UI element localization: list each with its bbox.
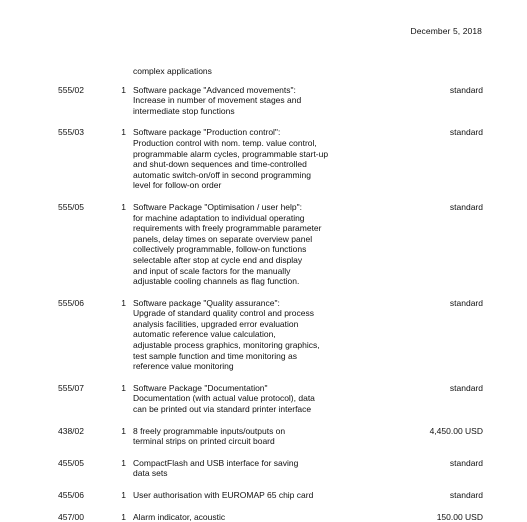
line-item-row <box>0 85 527 117</box>
item-description <box>133 127 378 191</box>
item-code: 555/05 <box>58 201 84 212</box>
line-item-row <box>0 298 527 372</box>
item-description <box>133 202 378 287</box>
item-quantity: 1 <box>121 84 126 95</box>
item-description-line: can be printed out via standard printer interface <box>133 404 312 415</box>
item-code: 457/00 <box>58 511 84 522</box>
item-description-line: panels, delay times on separate overview panel <box>133 233 313 244</box>
item-description-line: selectable after stop at cycle end and display <box>133 254 303 265</box>
item-description-line: CompactFlash and USB interface for saving <box>133 457 299 468</box>
item-price: standard <box>449 490 483 500</box>
item-price: 150.00 USD <box>436 511 483 522</box>
item-description-line: Software package "Quality assurance": <box>133 297 280 308</box>
item-price: standard <box>449 457 483 468</box>
item-description-line: Software Package "Optimisation / user help": <box>133 201 303 212</box>
item-description-line: automatic switch-on/off in second programming <box>133 169 311 180</box>
item-description-line: data sets <box>133 468 168 479</box>
item-quantity <box>116 66 126 77</box>
line-item-row <box>0 383 527 415</box>
item-description-line: 8 freely programmable inputs/outputs on <box>133 425 286 436</box>
item-price: standard <box>449 382 483 393</box>
item-description-line: Production control with nom. temp. value control, <box>133 137 317 148</box>
item-description-line: Alarm indicator, acoustic <box>133 511 226 522</box>
item-description-line: intermediate stop functions <box>133 105 235 116</box>
item-quantity: 1 <box>121 127 126 138</box>
item-quantity: 1 <box>121 382 126 393</box>
item-quantity: 1 <box>121 490 126 500</box>
item-description-line: test sample function and time monitoring as <box>133 350 297 361</box>
item-description-line: and input of scale factors for the manually <box>133 265 291 276</box>
item-price: standard <box>449 201 483 212</box>
item-description <box>133 490 378 501</box>
line-item-row <box>0 490 527 501</box>
item-price: standard <box>449 84 483 95</box>
line-item-row <box>0 512 527 522</box>
item-quantity: 1 <box>121 425 126 436</box>
item-price: standard <box>449 297 483 308</box>
item-code <box>58 66 116 77</box>
item-description-line: User authorisation with EUROMAP 65 chip card <box>133 490 314 500</box>
item-quantity: 1 <box>121 457 126 468</box>
item-price: standard <box>449 127 483 138</box>
item-description <box>133 383 378 415</box>
item-description-line: adjustable process graphics, monitoring graphics, <box>133 340 320 351</box>
line-item-row <box>0 66 527 77</box>
item-description-line: reference value monitoring <box>133 361 234 372</box>
line-item-row <box>0 127 527 191</box>
item-description-line: Software package "Advanced movements": <box>133 84 296 95</box>
document-date: December 5, 2018 <box>410 26 482 36</box>
item-code: 555/07 <box>58 382 84 393</box>
item-description-line: Software package "Production control": <box>133 127 281 138</box>
line-item-row <box>0 458 527 479</box>
item-description <box>133 458 378 479</box>
item-description <box>133 298 378 372</box>
item-description-line: programmable alarm cycles, programmable start-up <box>133 148 329 159</box>
line-items <box>0 55 527 522</box>
item-quantity: 1 <box>121 297 126 308</box>
item-quantity: 1 <box>121 511 126 522</box>
item-description <box>133 512 378 522</box>
item-description <box>133 66 378 77</box>
item-description-line: level for follow-on order <box>133 180 222 191</box>
item-code: 455/05 <box>58 457 84 468</box>
item-description-line: requirements with freely programmable parameter <box>133 223 322 234</box>
item-description <box>133 426 378 447</box>
item-code: 455/06 <box>58 490 84 500</box>
item-price <box>378 66 527 77</box>
item-quantity: 1 <box>121 201 126 212</box>
line-item-row <box>0 426 527 447</box>
item-description-line: for machine adaptation to individual operating <box>133 212 305 223</box>
item-description-line: collectively programmable, follow-on functions <box>133 244 307 255</box>
item-description-line: Upgrade of standard quality control and process <box>133 308 314 319</box>
item-description <box>133 85 378 117</box>
item-price: 4,450.00 USD <box>429 425 483 436</box>
item-code: 555/02 <box>58 84 84 95</box>
item-description-line: Increase in number of movement stages and <box>133 95 302 106</box>
item-description-line: adjustable cooling channels as flag function. <box>133 276 300 287</box>
item-description-line: Documentation (with actual value protocol), data <box>133 393 315 404</box>
item-code: 438/02 <box>58 425 84 436</box>
item-description-line: automatic reference value calculation, <box>133 329 276 340</box>
item-description-line: analysis facilities, upgraded error evaluation <box>133 318 299 329</box>
item-description-line: and shut-down sequences and time-controlled <box>133 159 307 170</box>
item-description-line: Software Package "Documentation" <box>133 382 268 393</box>
line-item-row <box>0 202 527 287</box>
item-code: 555/06 <box>58 297 84 308</box>
item-code: 555/03 <box>58 127 84 138</box>
item-description-line: terminal strips on printed circuit board <box>133 436 275 447</box>
item-description-line: complex applications <box>133 66 212 76</box>
